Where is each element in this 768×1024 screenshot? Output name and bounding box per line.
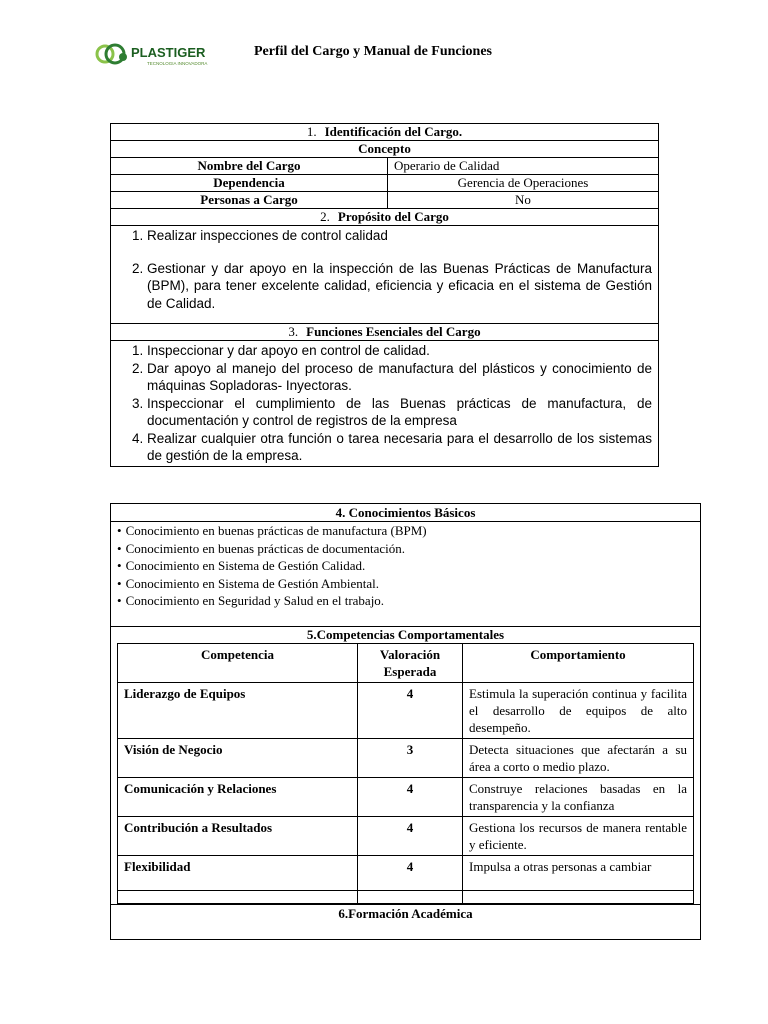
job-name-label: Nombre del Cargo (111, 158, 388, 175)
functions-list (117, 342, 652, 465)
competency-value: 4 (358, 856, 463, 891)
people-in-charge-value: No (388, 192, 659, 209)
competency-row (118, 817, 694, 856)
competency-row (118, 739, 694, 778)
competency-behavior: Impulsa a otras personas a cambiar (463, 856, 694, 891)
competency-value: 4 (358, 778, 463, 817)
knowledge-item: • Conocimiento en Sistema de Gestión Ambiental. (117, 575, 694, 593)
knowledge-item: • Conocimiento en buenas prácticas de manufactura (BPM) (117, 522, 694, 540)
logo-brand: PLASTIGER (131, 45, 206, 60)
col-header-valoracion: Valoración Esperada (358, 644, 463, 683)
concept-row (111, 141, 659, 158)
company-logo (95, 40, 235, 68)
purpose-item: 2. Gestionar y dar apoyo en la inspección de las Buenas Prácticas de Manufactura (BPM), para tener excelente calidad, eficiencia y eficacia en el sistema de Gestión de Calidad. (147, 260, 652, 313)
competency-value: 3 (358, 739, 463, 778)
competency-row (118, 683, 694, 739)
competency-value: 4 (358, 683, 463, 739)
section3-header-row (111, 324, 659, 341)
section1-number: 1. (306, 124, 317, 139)
knowledge-item: • Conocimiento en buenas prácticas de documentación. (117, 540, 694, 558)
section3-number: 3. (288, 324, 299, 339)
purpose-list (117, 227, 652, 312)
people-in-charge-label: Personas a Cargo (111, 192, 388, 209)
section1-title: Identificación del Cargo. (324, 124, 463, 139)
competency-name: Comunicación y Relaciones (118, 778, 358, 817)
section2-number: 2. (320, 209, 330, 224)
function-item: 4. Realizar cualquier otra función o tarea necesaria para el desarrollo de los sistemas de gestión de la empresa. (147, 430, 652, 465)
knowledge-list (117, 522, 694, 610)
col-header-comportamiento: Comportamiento (463, 644, 694, 683)
competency-value: 4 (358, 817, 463, 856)
competency-row (118, 778, 694, 817)
competency-name: Liderazgo de Equipos (118, 683, 358, 739)
section6-title: 6.Formación Académica (111, 905, 701, 940)
logo-tagline: TECNOLOGIA INNOVADORA (147, 61, 208, 66)
competencies-inner-table (117, 643, 694, 904)
job-name-value: Operario de Calidad (388, 158, 659, 175)
section4-header-row (111, 504, 701, 522)
section1-header-row (111, 124, 659, 141)
competency-row (118, 856, 694, 891)
function-item: 1. Inspeccionar y dar apoyo en control de calidad. (147, 342, 652, 360)
competency-behavior: Detecta situaciones que afectarán a su área a corto o medio plazo. (463, 739, 694, 778)
competency-behavior: Construye relaciones basadas en la transparencia y la confianza (463, 778, 694, 817)
logo-graphic (95, 40, 235, 68)
section5-title: 5.Competencias Comportamentales (111, 627, 701, 644)
section5-content-row (111, 643, 701, 905)
job-name-row (111, 158, 659, 175)
competencies-header-row (118, 644, 694, 683)
knowledge-item: • Conocimiento en Seguridad y Salud en el trabajo. (117, 592, 694, 610)
section2-title: Propósito del Cargo (337, 209, 449, 224)
competency-name: Flexibilidad (118, 856, 358, 891)
competency-name: Visión de Negocio (118, 739, 358, 778)
competency-empty-row (118, 891, 694, 904)
dependency-value: Gerencia de Operaciones (388, 175, 659, 192)
knowledge-item: • Conocimiento en Sistema de Gestión Calidad. (117, 557, 694, 575)
people-in-charge-row (111, 192, 659, 209)
section3-content-row (111, 341, 659, 467)
competency-behavior: Estimula la superación continua y facilita el desarrollo de equipos de alto desempeño. (463, 683, 694, 739)
job-profile-table (110, 123, 659, 467)
dependency-label: Dependencia (111, 175, 388, 192)
section6-row (111, 905, 701, 940)
section4-title: 4. Conocimientos Básicos (111, 504, 701, 522)
competency-name: Contribución a Resultados (118, 817, 358, 856)
page-title: Perfil del Cargo y Manual de Funciones (254, 44, 492, 59)
col-header-competencia: Competencia (118, 644, 358, 683)
section5-header-row (111, 627, 701, 644)
function-item: 3. Inspeccionar el cumplimiento de las Buenas prácticas de manufactura, de documentación y control de registros de la empresa (147, 395, 652, 430)
competencies-table (110, 503, 701, 940)
dependency-row (111, 175, 659, 192)
function-item: 2. Dar apoyo al manejo del proceso de manufactura del plásticos y conocimiento de máquinas Sopladoras- Inyectoras. (147, 360, 652, 395)
concept-label: Concepto (111, 141, 659, 158)
section2-content-row (111, 226, 659, 324)
section4-content-row (111, 522, 701, 627)
competency-behavior: Gestiona los recursos de manera rentable y eficiente. (463, 817, 694, 856)
section2-header-row (111, 209, 659, 226)
purpose-item: 1. Realizar inspecciones de control calidad (147, 227, 652, 245)
section3-title: Funciones Esenciales del Cargo (306, 324, 481, 339)
